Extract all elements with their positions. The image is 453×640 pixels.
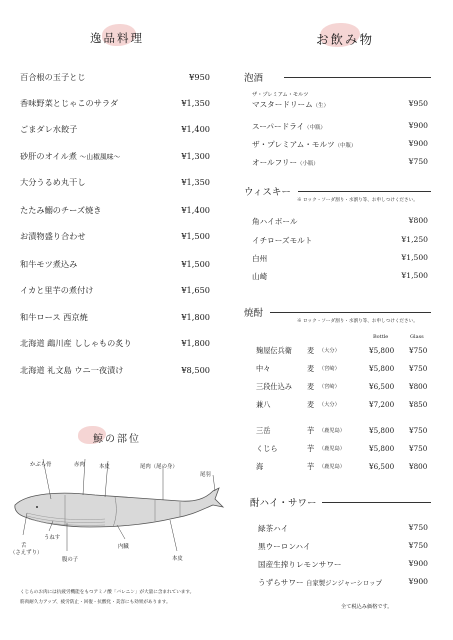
food-item-name-text: 北海道 礼文島 ウニ一夜漬け bbox=[20, 365, 124, 375]
food-item bbox=[20, 151, 210, 162]
beer-item-price: ¥900 bbox=[408, 121, 428, 130]
food-item-price: ¥1,400 bbox=[181, 124, 210, 134]
shochu-item-glass: ¥750 bbox=[409, 426, 428, 435]
whisky-item-name: 角ハイボール bbox=[252, 217, 298, 226]
chuhai-item-extra: 自家製ジンジャーシロップ bbox=[305, 579, 382, 587]
food-item bbox=[20, 72, 210, 83]
food-item bbox=[20, 98, 210, 109]
whisky-item bbox=[252, 216, 428, 227]
col-bottle: Bottle bbox=[373, 334, 389, 340]
beer-item-brand: ザ・プレミアム・モルツ bbox=[252, 92, 309, 98]
food-item-name-text: ごまダレ水餃子 bbox=[20, 124, 78, 134]
food-item-name bbox=[20, 177, 86, 188]
food-item-price: ¥1,650 bbox=[181, 285, 210, 295]
food-item-name bbox=[20, 124, 77, 135]
beer-item-size: （小瓶） bbox=[297, 161, 319, 167]
shochu-item-origin: （鹿児島） bbox=[319, 428, 345, 434]
shochu-item-glass: ¥850 bbox=[409, 400, 428, 409]
food-item-price: ¥1,800 bbox=[181, 338, 210, 348]
food-item-name-text: 和牛モツ煮込み bbox=[20, 259, 78, 269]
shochu-item-bottle: ¥5,800 bbox=[369, 426, 395, 435]
food-item-price: ¥950 bbox=[189, 72, 210, 82]
chuhai-item bbox=[258, 559, 428, 570]
food-item-price: ¥1,500 bbox=[181, 231, 210, 241]
shochu-note: ※ ロック・ソーダ割り・水割り等、お申しつけください。 bbox=[297, 319, 418, 324]
food-item bbox=[20, 365, 210, 376]
chuhai-item-name bbox=[258, 541, 311, 552]
beer-item-name-text: スーパードライ bbox=[252, 122, 305, 131]
whisky-item bbox=[252, 253, 428, 264]
section-title-chuhai: 酎ハイ・サワー bbox=[250, 498, 317, 509]
shochu-item-name: 中々 bbox=[256, 364, 271, 373]
beer-item bbox=[252, 157, 428, 168]
food-item-name bbox=[20, 205, 101, 216]
food-item-name-text: 百合根の玉子とじ bbox=[20, 72, 86, 82]
food-item bbox=[20, 312, 210, 323]
food-item bbox=[20, 177, 210, 188]
beer-item bbox=[252, 139, 428, 150]
shochu-item-name: 兼八 bbox=[256, 400, 271, 409]
food-item bbox=[20, 124, 210, 135]
beer-item-name-text: オールフリー bbox=[252, 158, 298, 167]
chuhai-item bbox=[258, 523, 428, 534]
food-item-price: ¥8,500 bbox=[181, 365, 210, 375]
right-heading bbox=[300, 30, 390, 52]
shochu-item-glass: ¥750 bbox=[409, 346, 428, 355]
shochu-item-glass: ¥750 bbox=[409, 444, 428, 453]
food-item-price: ¥1,350 bbox=[181, 177, 210, 187]
shochu-item-origin: （鹿児島） bbox=[319, 464, 345, 470]
shochu-item-bottle: ¥5,800 bbox=[369, 364, 395, 373]
shochu-item-type: 芋 bbox=[307, 462, 315, 471]
label-harako: 腹の子 bbox=[62, 557, 79, 563]
tax-note: 全て税込み価格です。 bbox=[341, 604, 393, 610]
food-item-price: ¥1,350 bbox=[181, 98, 210, 108]
whisky-item-name: イチローズモルト bbox=[252, 236, 313, 245]
food-item-name bbox=[20, 338, 132, 349]
section-line-chuhai bbox=[322, 502, 431, 503]
whale-body bbox=[15, 488, 223, 527]
food-item-name-text: 北海道 鵡川産 ししゃもの炙り bbox=[20, 338, 132, 348]
shochu-item-type: 麦 bbox=[307, 364, 315, 373]
shochu-item-bottle: ¥6,500 bbox=[369, 382, 395, 391]
label-honkawa-bottom: 本皮 bbox=[172, 556, 183, 562]
food-item-name-text: 砂肝のオイル煮 bbox=[20, 151, 77, 161]
beer-item bbox=[252, 121, 428, 132]
beer-item-name bbox=[252, 121, 326, 132]
food-item-name bbox=[20, 151, 120, 162]
food-item bbox=[20, 205, 210, 216]
shochu-item-bottle: ¥5,800 bbox=[369, 346, 395, 355]
food-item bbox=[20, 259, 210, 270]
whisky-item-price: ¥1,500 bbox=[401, 271, 428, 280]
chuhai-item-price: ¥750 bbox=[408, 523, 428, 532]
whale-title: 鯨の部位 bbox=[93, 434, 141, 445]
shochu-item-bottle: ¥6,500 bbox=[369, 462, 395, 471]
shochu-item-glass: ¥800 bbox=[409, 462, 428, 471]
food-item-name-text: イカと里芋の煮付け bbox=[20, 285, 94, 295]
shochu-item-origin: （宮崎） bbox=[319, 366, 340, 372]
food-item-name-text: 大分うるめ丸干し bbox=[20, 177, 86, 187]
food-item-name-text: お漬物盛り合わせ bbox=[20, 231, 86, 241]
food-item-name bbox=[20, 98, 118, 109]
section-line-awa bbox=[284, 77, 431, 78]
food-item-price: ¥1,400 bbox=[181, 205, 210, 215]
label-tongue-sub: （さえずり） bbox=[10, 550, 43, 556]
whale-footnote-1: くじらのお肉には抗疲労機能をもつアミノ酸「バレニン」が大量に含まれています。 bbox=[20, 590, 195, 595]
shochu-item-glass: ¥750 bbox=[409, 364, 428, 373]
shochu-item-glass: ¥800 bbox=[409, 382, 428, 391]
whale-heading bbox=[82, 430, 152, 450]
chuhai-item-name bbox=[258, 577, 382, 588]
chuhai-item-price: ¥900 bbox=[408, 577, 428, 586]
shochu-item-name: 三段仕込み bbox=[256, 382, 292, 391]
food-item-price: ¥1,800 bbox=[181, 312, 210, 322]
food-item-name bbox=[20, 259, 77, 270]
col-glass: Glass bbox=[410, 334, 424, 340]
food-item bbox=[20, 338, 210, 349]
shochu-item-type: 麦 bbox=[307, 346, 315, 355]
chuhai-item-name bbox=[258, 523, 288, 534]
food-item bbox=[20, 231, 210, 242]
food-item-price: ¥1,500 bbox=[181, 259, 210, 269]
beer-item-name-text: マスタードリーム bbox=[252, 100, 313, 109]
shochu-item-origin: （大分） bbox=[319, 348, 340, 354]
label-obiki: 尾羽 bbox=[200, 472, 211, 478]
shochu-item-type: 麦 bbox=[307, 382, 315, 391]
whisky-item-price: ¥1,250 bbox=[401, 235, 428, 244]
chuhai-item-name-text: 国産生搾りレモンサワー bbox=[258, 560, 342, 569]
chuhai-item-name bbox=[258, 559, 342, 570]
food-item-note: ～山椒風味～ bbox=[79, 153, 121, 161]
section-line-whisky bbox=[298, 191, 431, 192]
food-item bbox=[20, 285, 210, 296]
beer-item-size: （中瓶） bbox=[304, 125, 326, 131]
shochu-item-origin: （宮崎） bbox=[319, 384, 340, 390]
right-heading-text: お飲み物 bbox=[315, 32, 374, 47]
food-item-price: ¥1,300 bbox=[181, 151, 210, 161]
shochu-item-bottle: ¥7,200 bbox=[369, 400, 395, 409]
food-item-name bbox=[20, 72, 86, 83]
chuhai-item-price: ¥750 bbox=[408, 541, 428, 550]
beer-item-price: ¥950 bbox=[408, 99, 428, 108]
beer-item-size: （生） bbox=[312, 103, 329, 109]
section-line-shochu bbox=[270, 312, 431, 313]
whisky-item bbox=[252, 235, 428, 246]
shochu-item-name: くじら bbox=[256, 444, 278, 453]
beer-item-price: ¥750 bbox=[408, 157, 428, 166]
whisky-item-name: 白州 bbox=[252, 254, 268, 263]
chuhai-item-name-text: 黒ウーロンハイ bbox=[258, 542, 311, 551]
beer-item-price: ¥900 bbox=[408, 139, 428, 148]
beer-item-size: （中瓶） bbox=[334, 143, 357, 149]
section-title-shochu: 焼酎 bbox=[244, 308, 264, 319]
section-title-awa: 泡酒 bbox=[244, 73, 264, 84]
food-item-name bbox=[20, 365, 123, 376]
shochu-item-type: 麦 bbox=[307, 400, 315, 409]
shochu-item-bottle: ¥5,800 bbox=[369, 444, 395, 453]
label-akami: 赤肉 bbox=[74, 462, 85, 468]
whisky-item-price: ¥1,500 bbox=[401, 253, 428, 262]
chuhai-item bbox=[258, 541, 428, 552]
label-honkawa-top: 本皮 bbox=[99, 464, 110, 470]
shochu-item-name: 海 bbox=[256, 462, 264, 471]
chuhai-item-name-text: 緑茶ハイ bbox=[258, 524, 289, 533]
left-heading-text: 逸品料理 bbox=[90, 31, 144, 45]
label-onomi: 尾肉（尾の身） bbox=[140, 464, 178, 470]
food-item-name bbox=[20, 231, 86, 242]
beer-item-name bbox=[252, 99, 329, 110]
section-title-whisky: ウィスキー bbox=[244, 187, 291, 198]
label-unesu: うねす bbox=[44, 535, 61, 541]
chuhai-item-price: ¥900 bbox=[408, 559, 428, 568]
food-item-name-text: 香味野菜とじゃこのサラダ bbox=[20, 98, 119, 108]
whisky-note: ※ ロック・ソーダ割り・水割り等、お申しつけください。 bbox=[297, 198, 418, 203]
beer-item bbox=[252, 92, 428, 110]
whisky-item-name: 山崎 bbox=[252, 272, 268, 281]
beer-item-name bbox=[252, 139, 356, 150]
label-kabura: かぶら骨 bbox=[30, 462, 52, 468]
whale-footnote-2: 筋肉耐久力アップ、疲労防止・回復・抗酸化・美容にも効果があります。 bbox=[20, 600, 171, 605]
food-item-name bbox=[20, 285, 93, 296]
food-item-name-text: たたみ鰯のチーズ焼き bbox=[20, 205, 102, 215]
whisky-item bbox=[252, 271, 428, 282]
label-uchigawa: 内臓 bbox=[118, 544, 129, 550]
beer-item-name bbox=[252, 157, 319, 168]
label-tongue: 舌 bbox=[21, 543, 27, 549]
beer-item-name-text: ザ・プレミアム・モルツ bbox=[252, 140, 335, 149]
shochu-item-type: 芋 bbox=[307, 444, 315, 453]
whale-eye bbox=[36, 506, 38, 508]
chuhai-item bbox=[258, 577, 428, 588]
chuhai-item-name-text: うずらサワー bbox=[258, 578, 304, 587]
left-heading bbox=[82, 30, 152, 52]
shochu-item-name: 三岳 bbox=[256, 426, 271, 435]
food-item-name bbox=[20, 312, 88, 323]
whisky-item-price: ¥800 bbox=[408, 216, 428, 225]
shochu-item-origin: （鹿児島） bbox=[319, 446, 345, 452]
shochu-item-name: 麹屋伝兵衛 bbox=[256, 346, 292, 355]
food-item-name-text: 和牛ロース 西京焼 bbox=[20, 312, 88, 322]
shochu-item-origin: （大分） bbox=[319, 402, 340, 408]
shochu-item-type: 芋 bbox=[307, 426, 315, 435]
